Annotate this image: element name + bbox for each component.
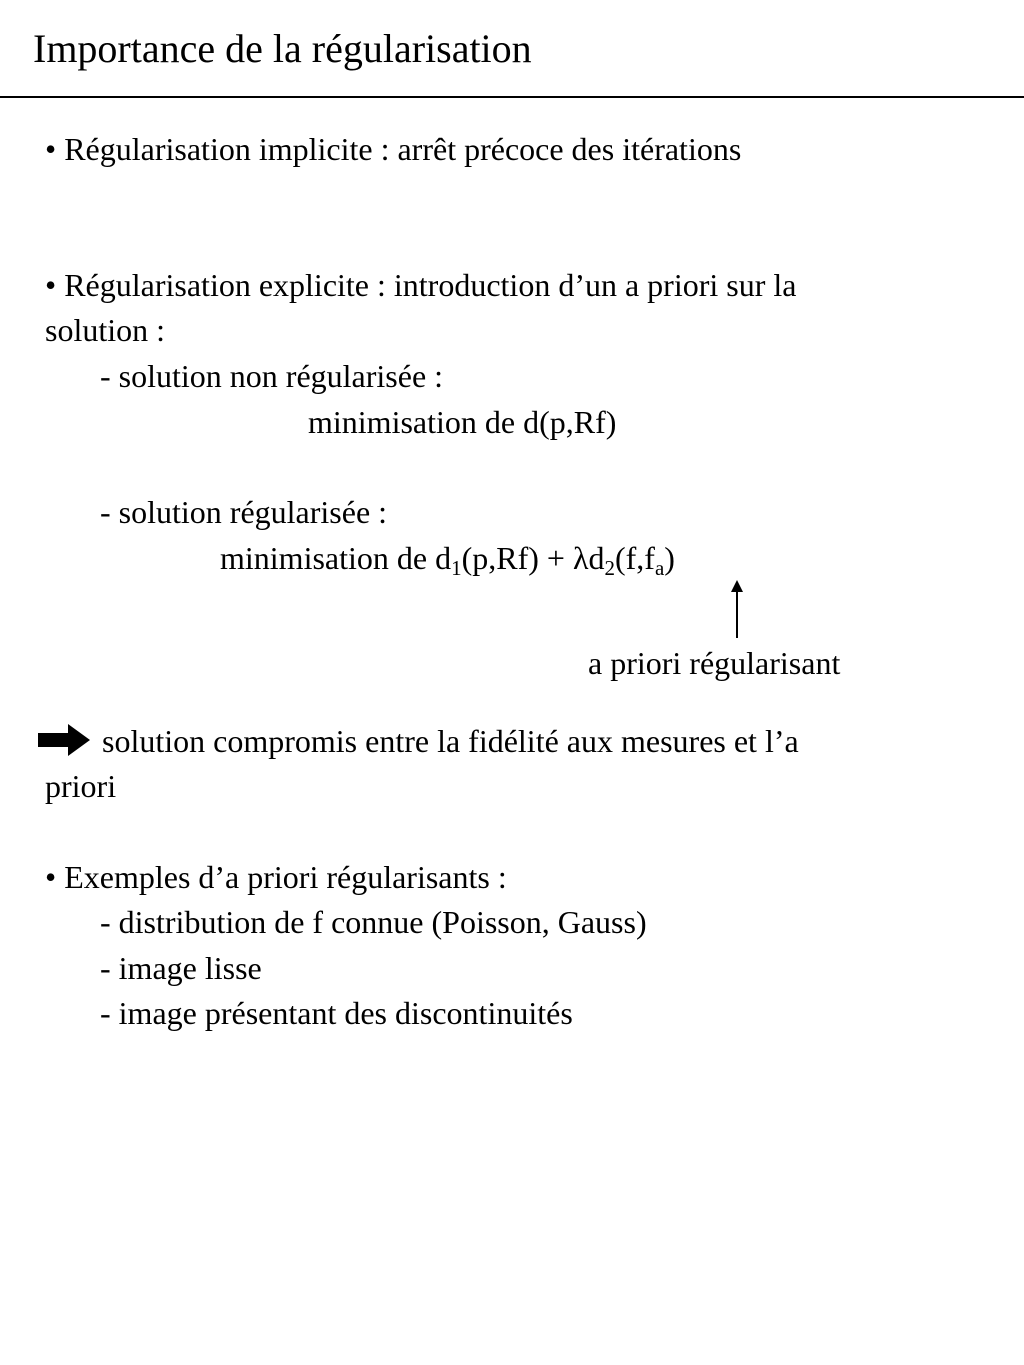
formula-suffix: ) <box>664 540 675 576</box>
formula-subscript-2: 2 <box>604 556 615 580</box>
formula-middle-1: (p,Rf) + <box>461 540 573 576</box>
a-priori-annotation: a priori régularisant <box>588 645 841 681</box>
right-arrow-icon <box>38 724 90 756</box>
up-arrow-icon <box>727 580 747 638</box>
slide-title: Importance de la régularisation <box>33 26 532 71</box>
example-item: - image lisse <box>100 950 262 986</box>
formula-subscript-1: 1 <box>451 556 462 580</box>
examples-heading: • Exemples d’a priori régularisants : <box>45 859 507 895</box>
explicit-regularisation-bullet: • Régularisation explicite : introduction d’un a priori sur la <box>45 267 797 303</box>
non-regularised-solution-label: - solution non régularisée : <box>100 358 444 394</box>
conclusion-text: solution compromis entre la fidélité aux mesures et l’a <box>102 723 799 759</box>
conclusion-continuation: priori <box>45 768 117 804</box>
example-item: - distribution de f connue (Poisson, Gauss) <box>100 904 647 940</box>
regularised-solution-label: - solution régularisée : <box>100 494 388 530</box>
non-regularised-formula: minimisation de d(p,Rf) <box>308 404 617 440</box>
formula-middle-2: d <box>588 540 605 576</box>
formula-middle-3: (f,f <box>614 540 655 576</box>
regularised-formula <box>220 538 675 578</box>
example-item: - image présentant des discontinuités <box>100 995 573 1031</box>
explicit-regularisation-continuation: solution : <box>45 312 166 348</box>
formula-subscript-a: a <box>654 556 665 580</box>
implicit-regularisation-bullet: • Régularisation implicite : arrêt précoce des itérations <box>45 131 742 167</box>
formula-prefix: minimisation de d <box>220 540 452 576</box>
title-divider <box>0 96 1024 98</box>
formula-lambda: λ <box>572 540 589 576</box>
